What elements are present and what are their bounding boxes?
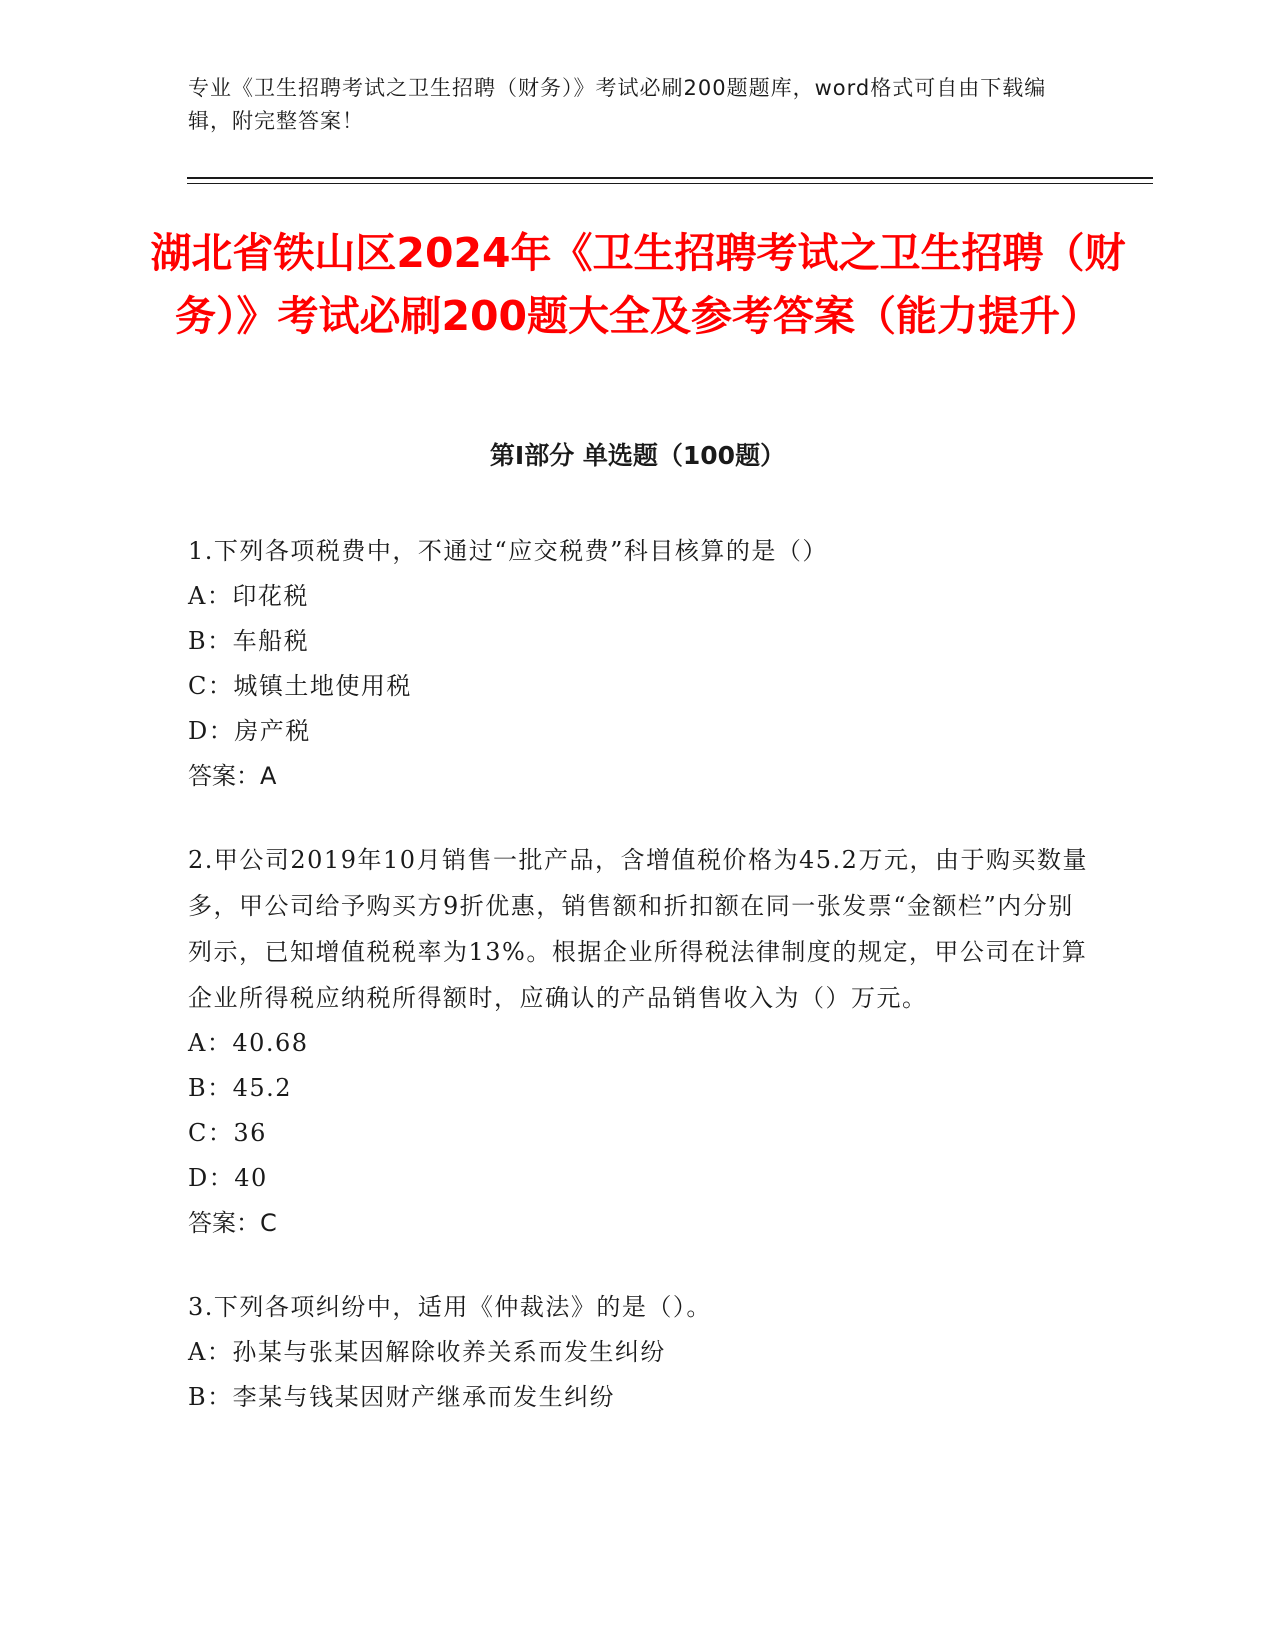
section-title: 第Ⅰ部分 单选题（100题）: [489, 441, 786, 470]
question-1: [188, 528, 1088, 799]
option-a: A：40.68: [188, 1029, 309, 1057]
question-2: [188, 837, 1088, 1246]
option-c: C：36: [188, 1119, 267, 1147]
option-b: B：李某与钱某因财产继承而发生纠纷: [188, 1383, 616, 1411]
document-title: 湖北省铁山区2024年《卫生招聘考试之卫生招聘（财务）》考试必刷200题大全及参考答案（能力提升）: [150, 229, 1126, 340]
answer: 答案：C: [188, 1209, 277, 1237]
header-divider-thin: [187, 183, 1153, 184]
option-b: B：车船税: [188, 627, 310, 655]
option-c: C：城镇土地使用税: [188, 672, 412, 700]
header-divider-thick: [187, 177, 1153, 179]
option-b: B：45.2: [188, 1074, 293, 1102]
question-3: [188, 1284, 1088, 1420]
option-a: A：孙某与张某因解除收养关系而发生纠纷: [188, 1338, 666, 1366]
question-stem: 2.甲公司2019年10月销售一批产品，含增值税价格为45.2万元，由于购买数量多，甲公司给予购买方9折优惠，销售额和折扣额在同一张发票“金额栏”内分别列示，已知增值税税率为13%。根据企业所得税法律制度的规定，甲公司在计算企业所得税应纳税所得额时，应确认的产品销售收入为（）万元。: [188, 846, 1088, 1012]
answer: 答案：A: [188, 762, 277, 790]
question-stem: 3.下列各项纠纷中，适用《仲裁法》的是（）。: [188, 1293, 712, 1321]
option-a: A：印花税: [188, 582, 309, 610]
header-note: 专业《卫生招聘考试之卫生招聘（财务）》考试必刷200题题库，word格式可自由下载编辑，附完整答案！: [188, 76, 1047, 133]
question-stem: 1.下列各项税费中，不通过“应交税费”科目核算的是（）: [188, 537, 828, 565]
option-d: D：房产税: [188, 717, 311, 745]
question-list: [188, 528, 1088, 1458]
option-d: D：40: [188, 1164, 268, 1192]
